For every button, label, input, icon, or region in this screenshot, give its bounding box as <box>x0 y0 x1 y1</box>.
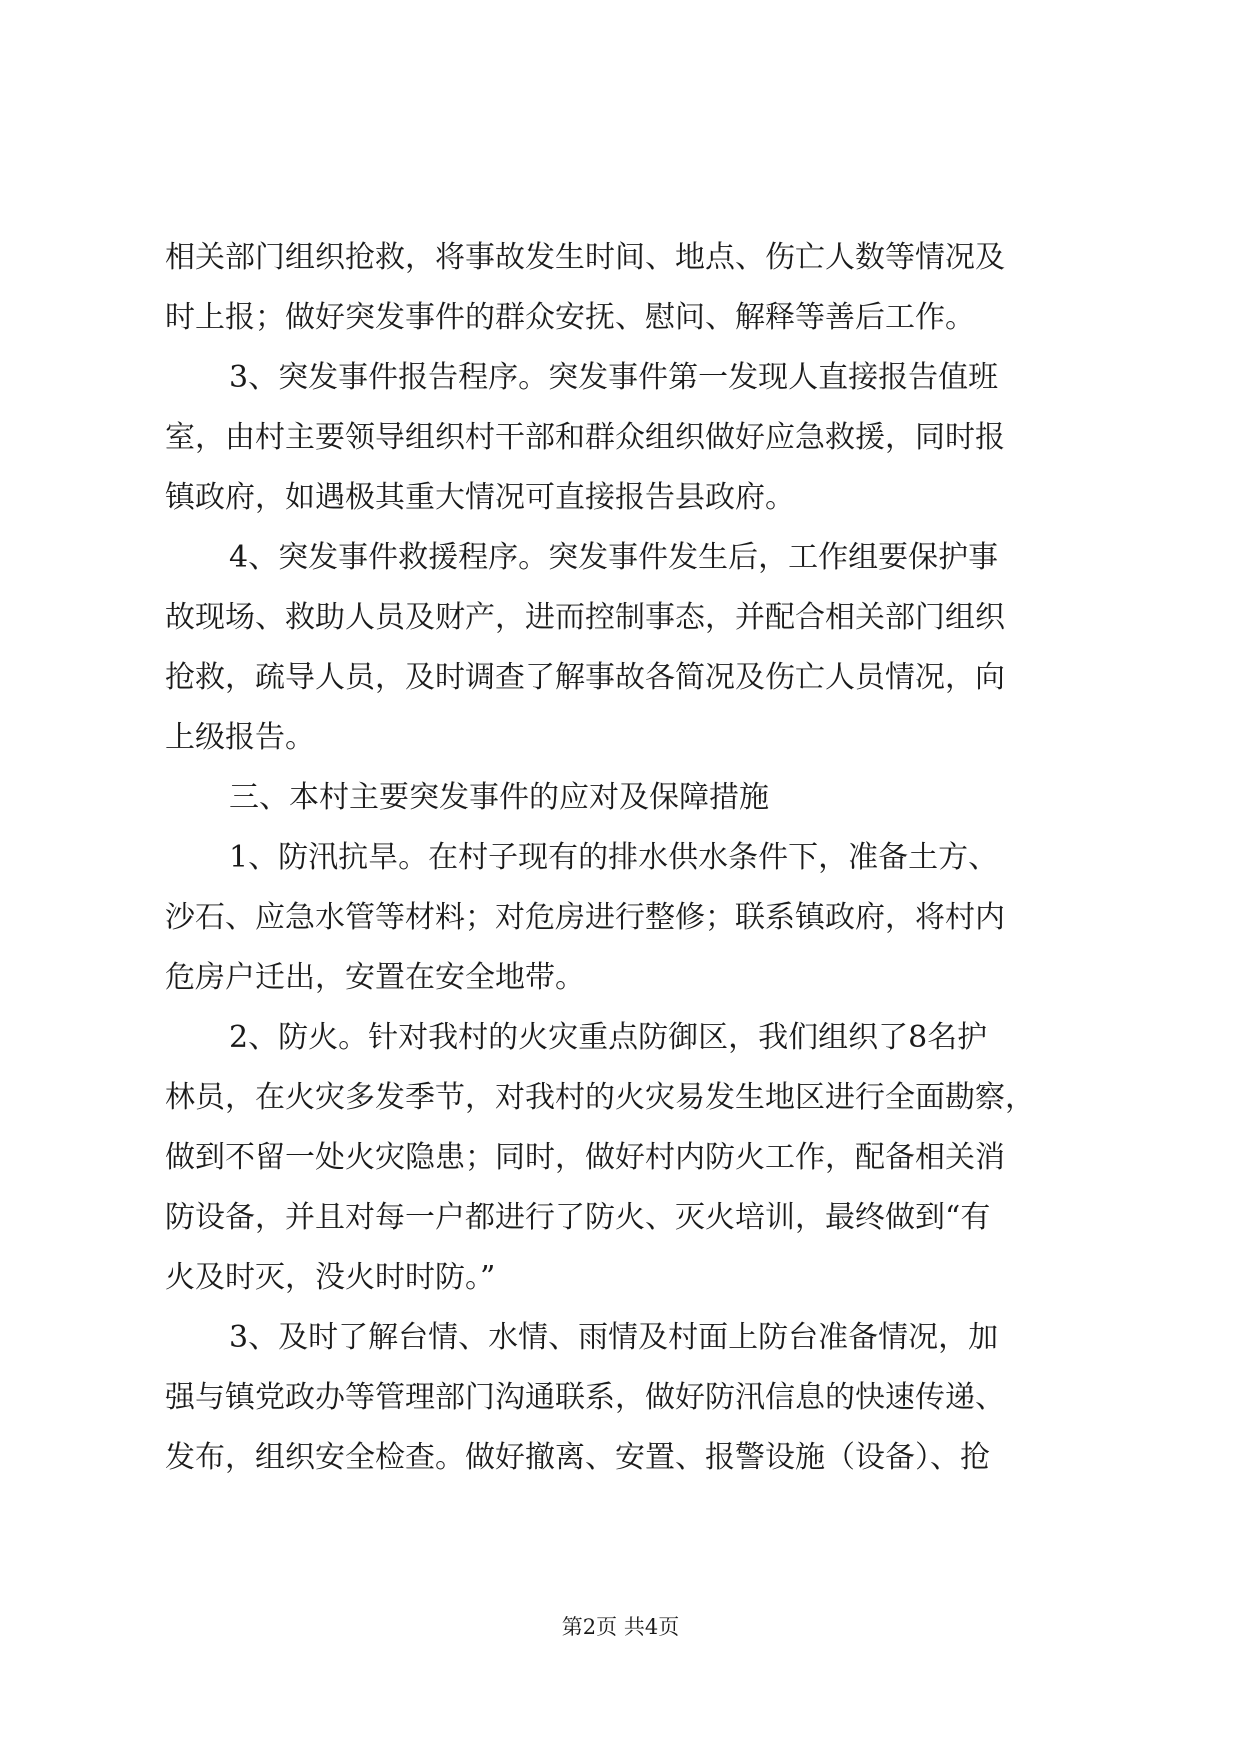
text-line: 2、防火。针对我村的火灾重点防御区，我们组织了8名护 <box>229 1020 988 1055</box>
text-line: 做到不留一处火灾隐患；同时，做好村内防火工作，配备相关消 <box>165 1140 1005 1175</box>
page-number-footer: 第2页 共4页 <box>561 1615 680 1639</box>
text-line: 故现场、救助人员及财产，进而控制事态，并配合相关部门组织 <box>165 600 1005 635</box>
text-line: 上级报告。 <box>165 720 315 755</box>
text-line: 镇政府，如遇极其重大情况可直接报告县政府。 <box>165 480 795 515</box>
text-line: 4、突发事件救援程序。突发事件发生后，工作组要保护事 <box>229 540 999 575</box>
text-line: 林员，在火灾多发季节，对我村的火灾易发生地区进行全面勘察， <box>165 1080 1035 1115</box>
section-heading: 三、本村主要突发事件的应对及保障措施 <box>229 780 769 815</box>
text-line: 危房户迁出，安置在安全地带。 <box>165 960 585 995</box>
text-line: 3、及时了解台情、水情、雨情及村面上防台准备情况，加 <box>229 1320 999 1355</box>
text-line: 发布，组织安全检查。做好撤离、安置、报警设施（设备）、抢 <box>165 1440 990 1475</box>
text-line: 时上报；做好突发事件的群众安抚、慰问、解释等善后工作。 <box>165 300 975 335</box>
text-line: 抢救，疏导人员，及时调查了解事故各简况及伤亡人员情况，向 <box>165 660 1005 695</box>
text-line: 强与镇党政办等管理部门沟通联系，做好防汛信息的快速传递、 <box>165 1380 1005 1415</box>
text-line: 1、防汛抗旱。在村子现有的排水供水条件下，准备土方、 <box>229 840 999 875</box>
text-line: 火及时灭，没火时时防。” <box>165 1260 496 1295</box>
text-line: 防设备，并且对每一户都进行了防火、灭火培训，最终做到“有 <box>165 1200 991 1235</box>
text-line: 相关部门组织抢救，将事故发生时间、地点、伤亡人数等情况及 <box>165 240 1005 275</box>
document-body <box>165 228 1085 1488</box>
text-line: 3、突发事件报告程序。突发事件第一发现人直接报告值班 <box>229 360 999 395</box>
text-line: 室，由村主要领导组织村干部和群众组织做好应急救援，同时报 <box>165 420 1005 455</box>
text-line: 沙石、应急水管等材料；对危房进行整修；联系镇政府，将村内 <box>165 900 1005 935</box>
